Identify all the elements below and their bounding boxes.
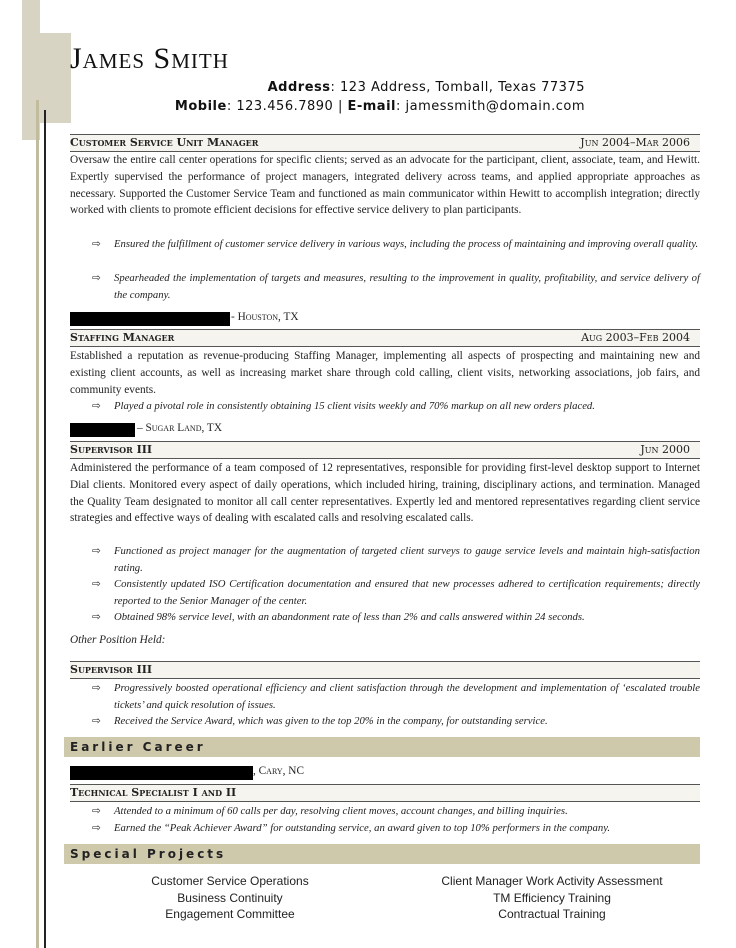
arrow-icon: ⇨ bbox=[92, 272, 101, 284]
arrow-icon: ⇨ bbox=[92, 715, 101, 727]
address-value: 123 Address, Tomball, Texas 77375 bbox=[340, 80, 585, 95]
mobile-value: 123.456.7890 bbox=[236, 99, 334, 114]
bullet-item: ⇨ Earned the “Peak Achiever Award” for outstanding service, an award given to top 10% performers in the company. bbox=[92, 820, 700, 837]
bullet-item: ⇨ Consistently updated ISO Certification documentation and ensured that new processes adhered to certification requirements; directly reported to the Senior Manager of the center. bbox=[92, 578, 700, 607]
section-heading-special-projects: Special Projects bbox=[64, 844, 700, 864]
arrow-icon: ⇨ bbox=[92, 822, 101, 834]
job-dates: Aug 2003–Feb 2004 bbox=[581, 331, 690, 344]
arrow-icon: ⇨ bbox=[92, 238, 101, 250]
project-item: Business Continuity bbox=[177, 890, 283, 905]
email-value[interactable]: jamessmith@domain.com bbox=[405, 99, 585, 114]
projects-right-column bbox=[412, 873, 692, 923]
job-header bbox=[70, 134, 700, 152]
arrow-icon: ⇨ bbox=[92, 682, 101, 694]
job-dates: Jun 2004–Mar 2006 bbox=[580, 136, 690, 149]
candidate-name: James Smith bbox=[70, 42, 229, 75]
arrow-icon: ⇨ bbox=[92, 578, 101, 590]
projects-left-column bbox=[110, 873, 350, 923]
job-header bbox=[70, 329, 700, 347]
project-item: Engagement Committee bbox=[165, 907, 295, 921]
bullet-item: ⇨ Spearheaded the implementation of targets and measures, resulting to the improvement in quality, profitability, and service delivery of the company. bbox=[92, 272, 700, 301]
mobile-label: Mobile bbox=[174, 99, 227, 114]
decorative-bar bbox=[36, 33, 71, 123]
job-title: Supervisor III bbox=[70, 663, 153, 676]
address-label: Address bbox=[267, 80, 331, 95]
bullet-item: ⇨ Obtained 98% service level, with an abandonment rate of less than 2% and calls answered within 24 seconds. bbox=[92, 609, 700, 626]
job-location: , Cary, NC bbox=[253, 765, 304, 777]
arrow-icon: ⇨ bbox=[92, 805, 101, 817]
redacted-company bbox=[70, 766, 253, 780]
redacted-company bbox=[70, 312, 230, 326]
job-title: Customer Service Unit Manager bbox=[70, 136, 259, 149]
job-header bbox=[70, 441, 700, 459]
job-dates: Jun 2000 bbox=[640, 443, 690, 456]
job-description: Established a reputation as revenue-producing Staffing Manager, implementing all aspects of prospecting and maintaining new and existing client accounts, as well as increasing market share through cold calling, client visits, networking associations, job fairs, and community events. bbox=[70, 350, 700, 396]
other-position-label: Other Position Held: bbox=[70, 634, 166, 646]
bullet-item: ⇨ Functioned as project manager for the augmentation of targeted client surveys to gauge service levels and maintain high-satisfaction rating. bbox=[92, 545, 700, 574]
job-location: – Sugar Land, TX bbox=[137, 422, 222, 434]
job-title: Technical Specialist I and II bbox=[70, 786, 237, 799]
bullet-item: ⇨ Received the Service Award, which was given to the top 20% in the company, for outstanding service. bbox=[92, 713, 700, 730]
decorative-line bbox=[44, 110, 46, 948]
job-location: - Houston, TX bbox=[231, 311, 299, 323]
bullet-item: ⇨ Attended to a minimum of 60 calls per day, resolving client moves, account changes, and billing inquiries. bbox=[92, 803, 700, 820]
bullet-item: ⇨ Ensured the fulfillment of customer service delivery in various ways, including the process of maintaining and improving overall quality. bbox=[92, 236, 700, 253]
project-item: Contractual Training bbox=[498, 907, 606, 921]
project-item: Customer Service Operations bbox=[151, 874, 309, 888]
job-description: Oversaw the entire call center operations for specific clients; served as an advocate for the participant, client, associate, team, and Hewitt. Expertly supervised the performance of project managers, integrated delivery across teams, and applied appropriate approaches as necessary. Supported the Customer Service Team and functioned as main communicator within Hewitt to accomplish integration; directly worked with clients to promote efficient decisions for effective service delivery to plan participants. bbox=[70, 154, 700, 217]
job-description: Administered the performance of a team composed of 12 representatives, responsible for providing first-level desktop support to Internet Dial clients. Monitored every aspect of daily operations, which included hiring, training, disciplinary actions, and termination. Managed the Quality Team designated to monitor all call center representatives. Expertly led and mentored representatives regarding client service strategies and effective ways of dealing with escalated calls and resolving escalated calls. bbox=[70, 462, 700, 525]
arrow-icon: ⇨ bbox=[92, 400, 101, 412]
bullet-item: ⇨ Progressively boosted operational efficiency and client satisfaction through the development and implementation of ‘escalated trouble tickets’ and quick resolution of issues. bbox=[92, 682, 700, 711]
job-header bbox=[70, 784, 700, 802]
job-header bbox=[70, 661, 700, 679]
project-item: TM Efficiency Training bbox=[493, 890, 611, 905]
project-item: Client Manager Work Activity Assessment bbox=[441, 874, 663, 888]
redacted-company bbox=[70, 423, 135, 437]
separator: | bbox=[337, 99, 343, 114]
email-label: E-mail bbox=[347, 99, 396, 114]
section-heading-earlier-career: Earlier Career bbox=[64, 737, 700, 757]
job-title: Supervisor III bbox=[70, 443, 153, 456]
arrow-icon: ⇨ bbox=[92, 545, 101, 557]
arrow-icon: ⇨ bbox=[92, 611, 101, 623]
decorative-line bbox=[36, 100, 39, 948]
job-title: Staffing Manager bbox=[70, 331, 175, 344]
contact-line: Mobile: 123.456.7890 | E-mail: jamessmith@domain.com bbox=[174, 99, 585, 114]
address-line: Address: 123 Address, Tomball, Texas 77375 bbox=[267, 80, 585, 95]
bullet-item: ⇨ Played a pivotal role in consistently obtaining 15 client visits weekly and 70% markup on all new orders placed. bbox=[92, 398, 700, 415]
